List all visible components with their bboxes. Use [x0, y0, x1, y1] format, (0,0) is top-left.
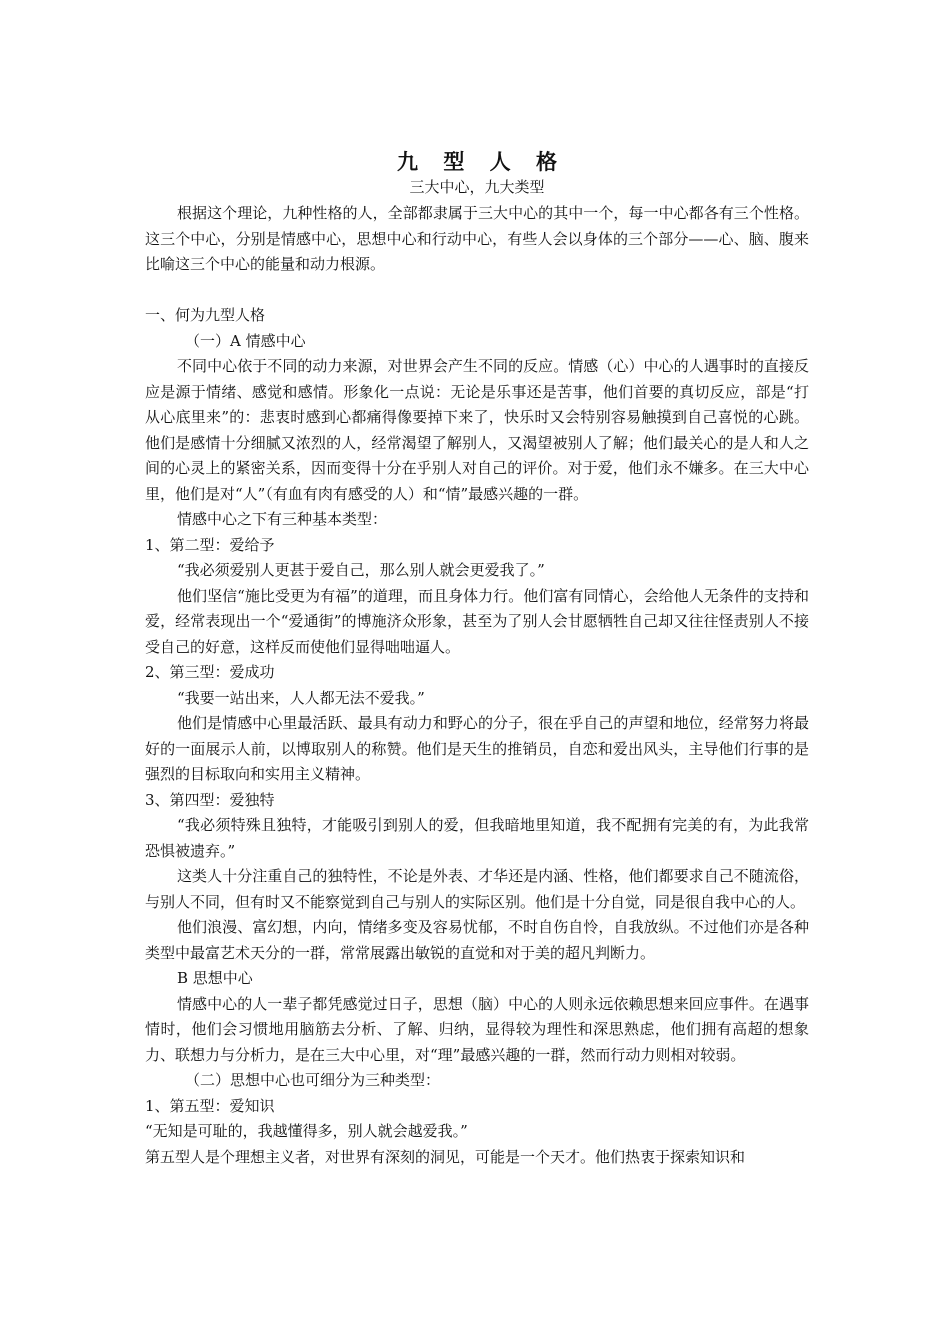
type4-paragraph-1: 这类人十分注重自己的独特性，不论是外表、才华还是内涵、性格，他们都要求自己不随流俗，与别人不同，但有时又不能察觉到自己与别人的实际区别。他们是十分自觉，同是很自我中心的人。 — [145, 867, 809, 911]
type4-heading: 3、第四型：爱独特 — [145, 790, 275, 809]
type5-quote: “无知是可耻的，我越懂得多，别人就会越爱我。” — [145, 1122, 468, 1140]
document-body — [145, 148, 809, 1170]
subsection-heading-thinking-types: （二）思想中心也可细分为三种类型： — [185, 1071, 441, 1089]
document-subtitle: 三大中心，九大类型 — [409, 178, 545, 196]
subsection-heading-emotion: （一）A 情感中心 — [185, 331, 306, 350]
section-heading: 一、何为九型人格 — [145, 306, 266, 324]
type5-paragraph: 第五型人是个理想主义者，对世界有深刻的洞见，可能是一个天才。他们热衷于探索知识和 — [145, 1147, 746, 1166]
type3-heading: 2、第三型：爱成功 — [145, 663, 275, 681]
intro-paragraph: 根据这个理论，九种性格的人，全部都隶属于三大中心的其中一个，每一中心都各有三个性格。这三个中心，分别是情感中心，思想中心和行动中心，有些人会以身体的三个部分——心、脑、腹来比喻这三个中心的能量和动力根源。 — [145, 204, 809, 273]
type3-paragraph: 他们是情感中心里最活跃、最具有动力和野心的分子，很在乎自己的声望和地位，经常努力将最好的一面展示人前，以博取别人的称赞。他们是天生的推销员，自恋和爱出风头，主导他们行事的是强烈的目标取向和实用主义精神。 — [145, 714, 809, 783]
type4-paragraph-2: 他们浪漫、富幻想，内向，情绪多变及容易忧郁，不时自伤自怜，自我放纵。不过他们亦是各种类型中最富艺术天分的一群，常常展露出敏锐的直觉和对于美的超凡判断力。 — [145, 918, 809, 962]
type2-heading: 1、第二型：爱给予 — [145, 535, 275, 554]
thinking-center-paragraph: 情感中心的人一辈子都凭感觉过日子，思想（脑）中心的人则永远依赖思想来回应事件。在遇事情时，他们会习惯地用脑筋去分析、了解、归纳，显得较为理性和深思熟虑，他们拥有高超的想象力、联想力与分析力，是在三大中心里，对“理”最感兴趣的一群，然而行动力则相对较弱。 — [145, 994, 809, 1064]
type3-quote: “我要一站出来，人人都无法不爱我。” — [177, 688, 425, 707]
subsection-heading-thinking: B 思想中心 — [177, 969, 253, 987]
type2-quote: “我必须爱别人更甚于爱自己，那么别人就会更爱我了。” — [177, 561, 545, 579]
emotion-types-intro: 情感中心之下有三种基本类型： — [177, 510, 388, 528]
type5-heading: 1、第五型：爱知识 — [145, 1096, 275, 1115]
type4-quote: “我必须特殊且独特，才能吸引到别人的爱，但我暗地里知道，我不配拥有完美的有，为此我常恐惧被遗弃。” — [145, 816, 809, 860]
type2-paragraph: 他们坚信“施比受更为有福”的道理，而且身体力行。他们富有同情心，会给他人无条件的支持和爱，经常表现出一个“爱通街”的博施济众形象，甚至为了别人会甘愿牺牲自己却又往往怪责别人不接受自己的好意，这样反而使他们显得咄咄逼人。 — [145, 586, 809, 656]
document-title: 九 型 人 格 — [397, 149, 566, 174]
blank-line — [145, 278, 809, 304]
emotion-center-paragraph: 不同中心依于不同的动力来源，对世界会产生不同的反应。情感（心）中心的人遇事时的直接反应是源于情绪、感觉和感情。形象化一点说：无论是乐事还是苦事，他们首要的真切反应，部是“打从心底里来”的：悲衷时感到心都痛得像要掉下来了，快乐时又会特别容易触摸到自己喜悦的心跳。他们是感情十分细腻又浓烈的人，经常渴望了解别人，又渴望被别人了解；他们最关心的是人和人之间的心灵上的紧密关系，因而变得十分在乎别人对自己的评价。对于爱，他们永不嫌多。在三大中心里，他们是对“人”（有血有肉有感受的人）和“情”最感兴趣的一群。 — [145, 357, 809, 503]
